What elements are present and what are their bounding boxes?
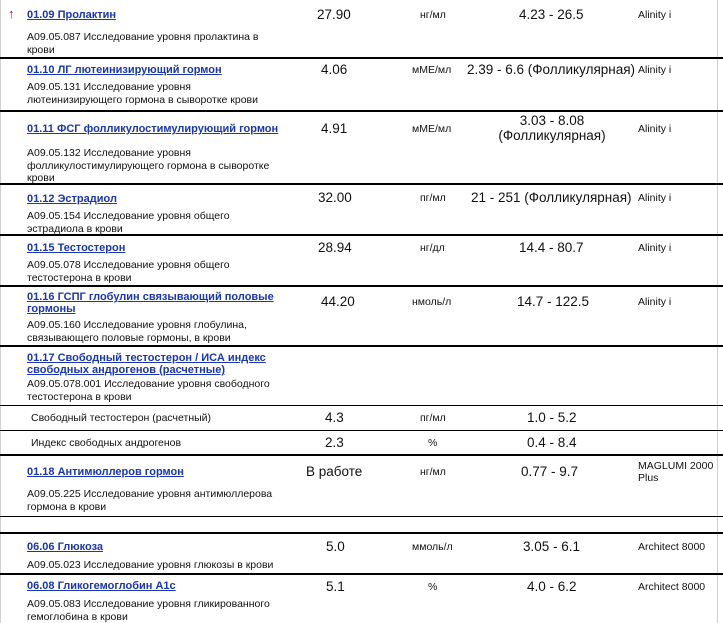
test-equipment: Alinity i (638, 9, 672, 21)
test-range: 14.7 - 122.5 (517, 294, 590, 309)
table-row (0, 234, 723, 287)
table-row (0, 0, 723, 60)
sub-test-unit: % (428, 437, 438, 449)
test-unit: нг/мл (420, 466, 446, 478)
test-unit: мМЕ/мл (412, 64, 452, 76)
test-range: 21 - 251 (Фолликулярная) (471, 190, 632, 205)
test-unit: % (428, 581, 438, 593)
test-description: A09.05.131 Исследование уровня лютеинизирующего гормона в сыворотке крови (27, 81, 258, 106)
test-title[interactable]: 01.11 ФСГ фолликулостимулирующий гормон (27, 123, 279, 135)
test-title[interactable]: 01.16 ГСПГ глобулин связывающий половые гормоны (27, 291, 274, 315)
test-description: A09.05.087 Исследование уровня пролактина в крови (27, 31, 259, 56)
test-description: A09.05.083 Исследование уровня гликированного гемоглобина в крови (27, 598, 270, 623)
sub-test-range: 1.0 - 5.2 (527, 410, 577, 425)
test-value: 27.90 (317, 7, 351, 22)
sub-test-value: 2.3 (325, 435, 344, 450)
test-equipment: Alinity i (638, 242, 672, 254)
test-value: 32.00 (318, 190, 352, 205)
test-title[interactable]: 01.15 Тестостерон (27, 242, 126, 254)
high-flag-icon: ↑ (8, 6, 15, 21)
test-range: 3.05 - 6.1 (523, 539, 581, 554)
sub-test-name: Индекс свободных андрогенов (31, 437, 182, 449)
test-description: A09.05.078.001 Исследование уровня свободного тестостерона в крови (27, 378, 270, 403)
test-value: 4.06 (321, 62, 348, 77)
test-value: 5.1 (326, 579, 345, 594)
spacer-row (0, 516, 723, 532)
sub-test-unit: пг/мл (420, 412, 446, 424)
test-equipment: Alinity i (638, 64, 672, 76)
sub-test-value: 4.3 (325, 410, 344, 425)
test-description: A09.05.132 Исследование уровня фолликулостимулирующего гормона в сыворотке крови (27, 147, 270, 184)
test-description: A09.05.225 Исследование уровня антимюллерова гормона в крови (27, 488, 273, 513)
test-title[interactable]: 06.08 Гликогемоглобин А1с (27, 580, 176, 592)
test-equipment: Alinity i (638, 192, 672, 204)
test-equipment: Architect 8000 (638, 541, 706, 553)
test-unit: пг/мл (420, 192, 446, 204)
test-range: 4.23 - 26.5 (519, 7, 584, 22)
test-equipment: Architect 8000 (638, 581, 706, 593)
test-description: A09.05.154 Исследование уровня общего эстрадиола в крови (27, 210, 230, 235)
test-unit: ммоль/л (412, 541, 453, 553)
table-row (0, 183, 723, 237)
test-range-note: (Фолликулярная) (498, 128, 606, 143)
test-description: A09.05.078 Исследование уровня общего тестостерона в крови (27, 259, 230, 284)
sub-row (0, 405, 723, 430)
test-unit: нг/мл (420, 9, 446, 21)
test-range: 2.39 - 6.6 (Фолликулярная) (467, 62, 636, 77)
test-range: 3.03 - 8.08 (519, 113, 585, 128)
test-title[interactable]: 01.10 ЛГ лютеинизирующий гормон (27, 64, 222, 76)
test-title[interactable]: 06.06 Глюкоза (27, 541, 104, 553)
sub-row (0, 430, 723, 454)
test-value: 4.91 (321, 121, 348, 136)
test-range: 4.0 - 6.2 (527, 579, 577, 594)
table-row (0, 454, 723, 516)
table-row (0, 110, 723, 186)
table-row (0, 573, 723, 623)
test-unit: нг/дл (420, 242, 445, 254)
test-title[interactable]: 01.17 Свободный тестостерон / ИСА индекс свободных андрогенов (расчетные) (27, 352, 266, 376)
test-value: 5.0 (326, 539, 345, 554)
table-row (0, 285, 723, 347)
test-equipment: Alinity i (638, 123, 672, 135)
table-row (0, 532, 723, 573)
sub-test-range: 0.4 - 8.4 (527, 435, 577, 450)
test-value: 28.94 (318, 240, 352, 255)
test-unit: нмоль/л (412, 296, 452, 308)
test-title[interactable]: 01.18 Антимюллеров гормон (27, 466, 184, 478)
test-unit: мМЕ/мл (412, 123, 452, 135)
test-range: 14.4 - 80.7 (519, 240, 584, 255)
table-row (0, 345, 723, 405)
test-range: 0.77 - 9.7 (521, 464, 579, 479)
test-title[interactable]: 01.09 Пролактин (27, 9, 117, 21)
test-value: В работе (306, 464, 363, 479)
test-equipment: Alinity i (638, 296, 672, 308)
sub-test-name: Свободный тестостерон (расчетный) (31, 412, 212, 424)
test-description: A09.05.023 Исследование уровня глюкозы в крови (27, 559, 274, 571)
test-title[interactable]: 01.12 Эстрадиол (27, 193, 117, 205)
table-row (0, 57, 723, 113)
test-description: A09.05.160 Исследование уровня глобулина, связывающего половые гормоны, в крови (27, 319, 247, 344)
test-equipment: MAGLUMI 2000 Plus (638, 460, 714, 484)
test-value: 44.20 (321, 294, 355, 309)
